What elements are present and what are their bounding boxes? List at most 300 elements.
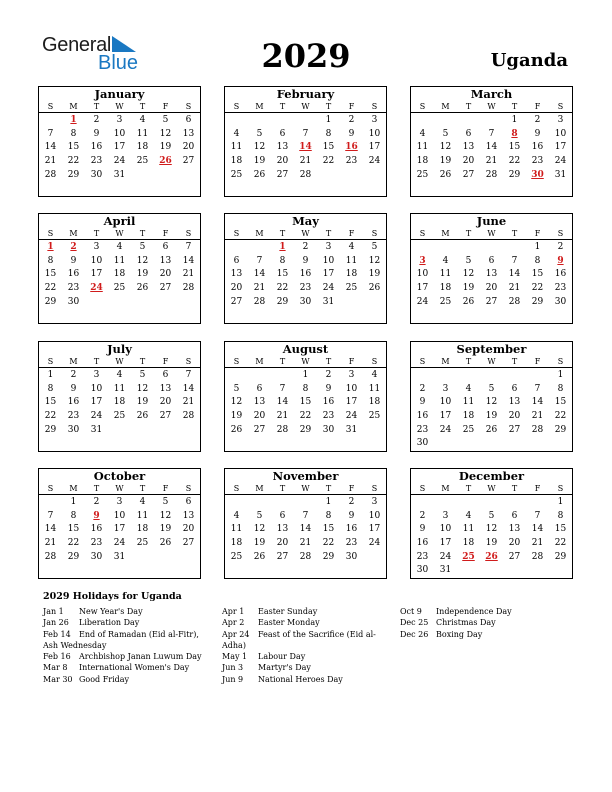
- day-cell: 6: [511, 510, 518, 521]
- weekday-label: W: [487, 484, 496, 493]
- day-cell: 27: [230, 296, 243, 307]
- day-cell: 24: [439, 551, 452, 562]
- day-cell: 9: [93, 128, 100, 139]
- day-cell: 24: [113, 538, 126, 549]
- holiday-column: [400, 606, 575, 640]
- day-cell: 20: [508, 538, 521, 549]
- day-cell: 7: [302, 510, 309, 521]
- day-cell: 19: [159, 142, 172, 153]
- day-cell: 4: [233, 128, 240, 139]
- day-cell: 30: [299, 296, 312, 307]
- day-cell: 21: [299, 156, 312, 167]
- weekday-label: S: [47, 357, 54, 366]
- day-cell: 24: [439, 424, 452, 435]
- holiday-day: 24: [90, 283, 103, 294]
- holiday-day: 14: [299, 142, 312, 153]
- day-cell: 27: [159, 283, 172, 294]
- day-cell: 2: [70, 370, 77, 380]
- weekday-label: M: [441, 229, 450, 238]
- day-cell: 29: [44, 296, 57, 307]
- weekday-label: F: [162, 102, 169, 111]
- holiday-day: 1: [47, 242, 54, 252]
- day-cell: 15: [322, 142, 335, 153]
- holiday-day: 16: [345, 142, 358, 153]
- weekday-label: F: [162, 229, 169, 238]
- month-august: [224, 341, 387, 452]
- day-cell: 29: [67, 551, 80, 562]
- weekday-label: T: [465, 357, 472, 366]
- day-cell: 1: [302, 370, 309, 380]
- day-cell: 28: [253, 296, 266, 307]
- day-cell: 9: [419, 397, 426, 408]
- day-cell: 30: [67, 424, 80, 435]
- holiday-name: International Women's Day: [79, 663, 190, 673]
- day-cell: 30: [416, 565, 429, 576]
- day-cell: 18: [439, 283, 452, 294]
- weekday-header: [411, 482, 572, 495]
- holiday-day: 1: [279, 242, 286, 252]
- weekday-label: T: [279, 484, 286, 493]
- day-cell: 5: [139, 242, 146, 252]
- day-cell: 24: [113, 156, 126, 167]
- empty-cell: [271, 496, 294, 510]
- day-cell: 17: [322, 269, 335, 280]
- day-cell: 22: [554, 411, 567, 422]
- weekday-label: W: [301, 484, 310, 493]
- weekday-label: S: [371, 229, 378, 238]
- empty-cell: [39, 114, 62, 128]
- day-cell: 6: [488, 255, 495, 266]
- weekday-label: S: [371, 484, 378, 493]
- empty-cell: [411, 114, 434, 128]
- weekday-label: F: [348, 102, 355, 111]
- holiday-entry: [222, 606, 392, 617]
- holiday-date: May 1: [222, 652, 248, 662]
- day-cell: 29: [322, 551, 335, 562]
- day-cell: 5: [162, 497, 169, 507]
- day-grid: [225, 369, 386, 437]
- empty-cell: [294, 496, 317, 510]
- day-cell: 12: [136, 383, 149, 394]
- day-cell: 5: [488, 510, 495, 521]
- day-cell: 12: [485, 524, 498, 535]
- day-cell: 28: [299, 169, 312, 180]
- day-cell: 3: [93, 242, 100, 252]
- day-cell: 21: [182, 269, 195, 280]
- month-may: [224, 213, 387, 324]
- day-cell: 19: [136, 269, 149, 280]
- day-cell: 23: [531, 156, 544, 167]
- calendar-year: 2029: [261, 37, 351, 75]
- weekday-label: S: [233, 357, 240, 366]
- day-cell: 29: [554, 424, 567, 435]
- day-cell: 5: [371, 242, 378, 252]
- day-cell: 9: [534, 128, 541, 139]
- holiday-date: Mar 8: [43, 663, 68, 673]
- day-cell: 7: [47, 128, 54, 139]
- empty-cell: [503, 241, 526, 255]
- day-cell: 26: [136, 283, 149, 294]
- weekday-label: M: [441, 357, 450, 366]
- day-cell: 11: [416, 142, 429, 153]
- day-cell: 28: [44, 169, 57, 180]
- day-cell: 2: [419, 510, 426, 521]
- day-cell: 12: [253, 142, 266, 153]
- day-grid: [39, 114, 200, 182]
- day-grid: [411, 114, 572, 182]
- weekday-label: S: [233, 484, 240, 493]
- weekday-label: M: [255, 357, 264, 366]
- day-cell: 17: [113, 142, 126, 153]
- weekday-label: M: [69, 484, 78, 493]
- holiday-name: New Year's Day: [79, 607, 143, 616]
- day-cell: 6: [233, 255, 240, 266]
- weekday-label: T: [139, 102, 146, 111]
- weekday-header: [39, 100, 200, 113]
- holiday-date: Jun 3: [222, 663, 244, 673]
- day-cell: 11: [462, 524, 475, 535]
- day-cell: 23: [90, 538, 103, 549]
- day-cell: 23: [345, 156, 358, 167]
- day-cell: 4: [116, 242, 123, 252]
- day-cell: 19: [253, 156, 266, 167]
- weekday-label: F: [162, 357, 169, 366]
- country-name: Uganda: [490, 50, 568, 71]
- day-cell: 6: [511, 383, 518, 394]
- empty-cell: [271, 114, 294, 128]
- weekday-label: T: [139, 357, 146, 366]
- day-grid: [39, 496, 200, 564]
- month-name: December: [458, 469, 525, 483]
- day-cell: 3: [116, 497, 123, 507]
- day-cell: 9: [348, 128, 355, 139]
- empty-cell: [411, 369, 434, 383]
- day-cell: 19: [230, 411, 243, 422]
- day-cell: 4: [419, 128, 426, 139]
- day-cell: 22: [531, 283, 544, 294]
- weekday-label: W: [115, 484, 124, 493]
- day-cell: 31: [322, 296, 335, 307]
- weekday-label: M: [69, 229, 78, 238]
- weekday-label: W: [301, 229, 310, 238]
- holiday-day: 9: [93, 510, 100, 521]
- day-cell: 28: [508, 296, 521, 307]
- day-cell: 12: [368, 255, 381, 266]
- day-cell: 21: [485, 156, 498, 167]
- holiday-name: Boxing Day: [436, 629, 483, 639]
- day-cell: 4: [442, 255, 449, 266]
- day-cell: 3: [557, 115, 564, 125]
- weekday-label: S: [371, 102, 378, 111]
- day-cell: 20: [182, 142, 195, 153]
- day-cell: 25: [136, 538, 149, 549]
- day-cell: 30: [67, 296, 80, 307]
- day-cell: 16: [67, 269, 80, 280]
- day-cell: 30: [90, 551, 103, 562]
- day-cell: 9: [419, 524, 426, 535]
- day-cell: 13: [508, 397, 521, 408]
- day-cell: 8: [557, 510, 564, 521]
- day-cell: 23: [345, 538, 358, 549]
- day-cell: 8: [325, 128, 332, 139]
- day-cell: 5: [162, 115, 169, 125]
- holiday-entry: [400, 629, 575, 640]
- day-cell: 26: [485, 424, 498, 435]
- day-cell: 15: [44, 269, 57, 280]
- day-cell: 14: [276, 397, 289, 408]
- weekday-label: S: [419, 102, 426, 111]
- empty-cell: [526, 496, 549, 510]
- day-cell: 11: [462, 397, 475, 408]
- holiday-day: 1: [70, 115, 77, 125]
- day-cell: 26: [462, 296, 475, 307]
- day-cell: 11: [230, 142, 243, 153]
- day-cell: 10: [416, 269, 429, 280]
- day-cell: 25: [230, 169, 243, 180]
- day-cell: 2: [348, 115, 355, 125]
- day-cell: 1: [47, 370, 54, 380]
- holidays-title: 2029 Holidays for Uganda: [43, 591, 182, 602]
- day-cell: 29: [299, 424, 312, 435]
- weekday-label: W: [487, 102, 496, 111]
- empty-cell: [526, 369, 549, 383]
- month-july: [38, 341, 201, 452]
- day-cell: 17: [439, 411, 452, 422]
- weekday-label: T: [511, 102, 518, 111]
- day-cell: 30: [90, 169, 103, 180]
- day-cell: 19: [462, 283, 475, 294]
- day-cell: 23: [416, 424, 429, 435]
- day-cell: 14: [182, 383, 195, 394]
- day-cell: 15: [508, 142, 521, 153]
- month-name: October: [93, 469, 146, 483]
- empty-cell: [457, 241, 480, 255]
- day-cell: 14: [253, 269, 266, 280]
- holiday-entry: [222, 651, 392, 662]
- weekday-header: [225, 355, 386, 368]
- weekday-label: F: [534, 102, 541, 111]
- day-cell: 3: [371, 115, 378, 125]
- weekday-label: T: [279, 102, 286, 111]
- empty-cell: [480, 369, 503, 383]
- day-cell: 4: [139, 115, 146, 125]
- day-cell: 15: [554, 397, 567, 408]
- day-cell: 27: [276, 551, 289, 562]
- day-cell: 31: [345, 424, 358, 435]
- day-cell: 8: [279, 255, 286, 266]
- day-cell: 17: [113, 524, 126, 535]
- day-cell: 29: [508, 169, 521, 180]
- holiday-column: [43, 606, 208, 685]
- day-cell: 12: [253, 524, 266, 535]
- holiday-name: Christmas Day: [436, 618, 496, 628]
- day-cell: 16: [90, 142, 103, 153]
- weekday-label: T: [325, 229, 332, 238]
- day-cell: 9: [302, 255, 309, 266]
- holiday-name: Good Friday: [79, 674, 130, 684]
- weekday-label: S: [185, 484, 192, 493]
- day-cell: 16: [554, 269, 567, 280]
- empty-cell: [434, 496, 457, 510]
- weekday-label: W: [487, 229, 496, 238]
- day-cell: 13: [159, 255, 172, 266]
- day-cell: 6: [279, 128, 286, 139]
- weekday-label: F: [534, 484, 541, 493]
- weekday-label: T: [93, 357, 100, 366]
- day-grid: [411, 496, 572, 578]
- month-name: August: [282, 342, 329, 356]
- day-cell: 10: [345, 383, 358, 394]
- weekday-label: S: [233, 102, 240, 111]
- holiday-name: Labour Day: [258, 652, 306, 662]
- weekday-label: T: [511, 229, 518, 238]
- day-cell: 16: [90, 524, 103, 535]
- holiday-day: 2: [70, 242, 77, 252]
- day-cell: 8: [70, 510, 77, 521]
- day-cell: 4: [348, 242, 355, 252]
- day-cell: 16: [345, 524, 358, 535]
- weekday-label: S: [419, 229, 426, 238]
- weekday-label: T: [465, 229, 472, 238]
- weekday-label: F: [162, 484, 169, 493]
- day-cell: 23: [554, 283, 567, 294]
- day-cell: 17: [416, 283, 429, 294]
- holiday-date: Dec 26: [400, 629, 429, 639]
- day-cell: 4: [139, 497, 146, 507]
- day-cell: 2: [325, 370, 332, 380]
- day-cell: 11: [439, 269, 452, 280]
- day-cell: 15: [44, 397, 57, 408]
- month-april: [38, 213, 201, 324]
- day-cell: 16: [299, 269, 312, 280]
- weekday-label: F: [534, 357, 541, 366]
- day-cell: 20: [159, 269, 172, 280]
- day-cell: 2: [302, 242, 309, 252]
- day-cell: 18: [462, 538, 475, 549]
- empty-cell: [457, 369, 480, 383]
- day-cell: 8: [557, 383, 564, 394]
- day-cell: 17: [90, 269, 103, 280]
- day-cell: 14: [44, 142, 57, 153]
- holiday-entry: [400, 606, 575, 617]
- day-cell: 31: [113, 169, 126, 180]
- weekday-label: T: [511, 484, 518, 493]
- day-cell: 11: [113, 383, 126, 394]
- day-cell: 22: [276, 283, 289, 294]
- day-cell: 20: [508, 411, 521, 422]
- day-cell: 27: [159, 411, 172, 422]
- day-cell: 28: [182, 411, 195, 422]
- day-cell: 16: [416, 411, 429, 422]
- day-cell: 7: [534, 510, 541, 521]
- day-cell: 26: [136, 411, 149, 422]
- weekday-label: M: [255, 484, 264, 493]
- holiday-entry: [43, 651, 208, 662]
- day-cell: 15: [67, 524, 80, 535]
- empty-cell: [225, 241, 248, 255]
- weekday-label: S: [419, 357, 426, 366]
- weekday-label: M: [441, 102, 450, 111]
- day-cell: 24: [554, 156, 567, 167]
- day-cell: 5: [233, 383, 240, 394]
- empty-cell: [503, 496, 526, 510]
- empty-cell: [248, 241, 271, 255]
- day-cell: 7: [256, 255, 263, 266]
- weekday-label: S: [47, 484, 54, 493]
- day-cell: 26: [230, 424, 243, 435]
- day-grid: [225, 114, 386, 182]
- day-cell: 15: [322, 524, 335, 535]
- weekday-label: M: [69, 102, 78, 111]
- weekday-label: T: [325, 357, 332, 366]
- day-cell: 27: [508, 551, 521, 562]
- month-january: [38, 86, 201, 197]
- holiday-name: Easter Monday: [258, 618, 320, 628]
- empty-cell: [294, 114, 317, 128]
- weekday-label: W: [115, 102, 124, 111]
- day-cell: 22: [299, 411, 312, 422]
- day-cell: 14: [508, 269, 521, 280]
- day-cell: 2: [348, 497, 355, 507]
- day-cell: 6: [185, 115, 192, 125]
- day-cell: 19: [253, 538, 266, 549]
- day-cell: 18: [136, 142, 149, 153]
- day-cell: 22: [44, 283, 57, 294]
- weekday-label: T: [139, 229, 146, 238]
- day-cell: 27: [462, 169, 475, 180]
- day-cell: 3: [116, 115, 123, 125]
- day-cell: 25: [416, 169, 429, 180]
- month-name: April: [103, 214, 136, 228]
- day-cell: 17: [368, 142, 381, 153]
- day-cell: 21: [299, 538, 312, 549]
- empty-cell: [248, 496, 271, 510]
- day-cell: 7: [185, 242, 192, 252]
- weekday-label: T: [93, 229, 100, 238]
- day-cell: 4: [371, 370, 378, 380]
- day-cell: 10: [554, 128, 567, 139]
- weekday-label: S: [185, 357, 192, 366]
- day-cell: 1: [511, 115, 518, 125]
- day-cell: 12: [439, 142, 452, 153]
- day-cell: 22: [67, 538, 80, 549]
- day-cell: 31: [439, 565, 452, 576]
- day-cell: 16: [322, 397, 335, 408]
- day-cell: 2: [534, 115, 541, 125]
- day-cell: 6: [279, 510, 286, 521]
- day-cell: 29: [531, 296, 544, 307]
- day-cell: 1: [557, 370, 564, 380]
- weekday-header: [225, 100, 386, 113]
- day-cell: 29: [276, 296, 289, 307]
- day-cell: 18: [136, 524, 149, 535]
- holiday-day: 9: [557, 255, 564, 266]
- month-june: [410, 213, 573, 324]
- day-cell: 14: [531, 524, 544, 535]
- empty-cell: [480, 241, 503, 255]
- day-cell: 2: [93, 115, 100, 125]
- day-cell: 24: [345, 411, 358, 422]
- day-cell: 27: [253, 424, 266, 435]
- day-cell: 1: [557, 497, 564, 507]
- day-cell: 31: [113, 551, 126, 562]
- weekday-header: [411, 227, 572, 240]
- day-cell: 10: [439, 524, 452, 535]
- day-cell: 27: [182, 538, 195, 549]
- day-cell: 25: [230, 551, 243, 562]
- month-name: September: [456, 342, 527, 356]
- day-cell: 26: [253, 169, 266, 180]
